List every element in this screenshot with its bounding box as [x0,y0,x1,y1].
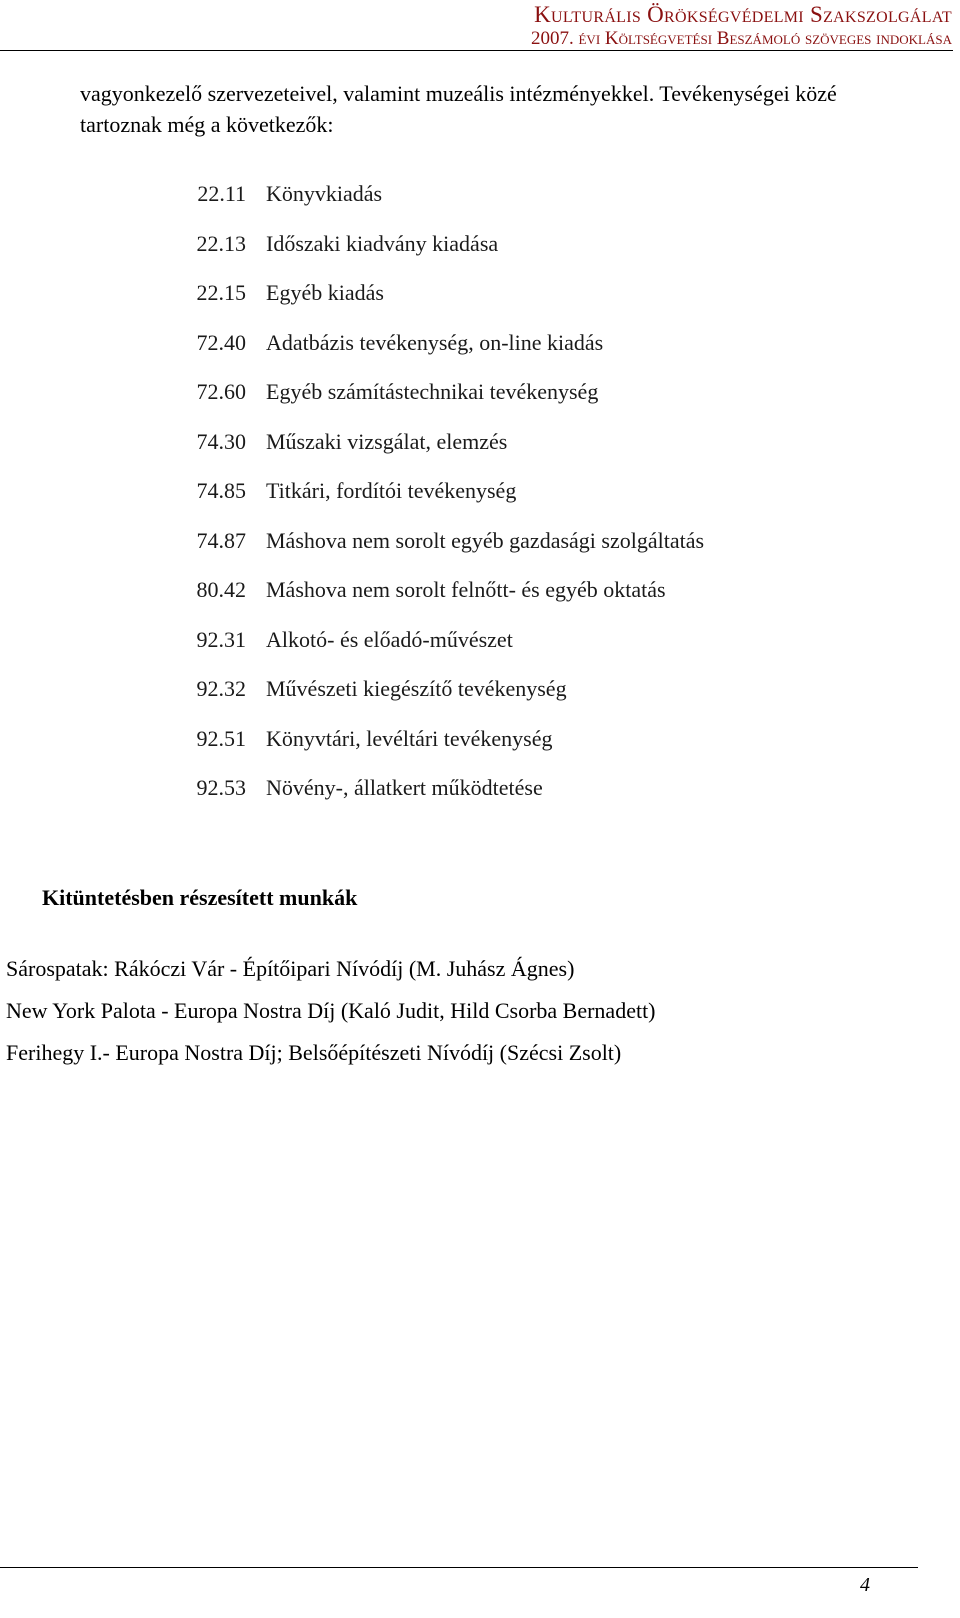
page-number: 4 [860,1574,870,1596]
award-item: New York Palota - Europa Nostra Díj (Kaló Judit, Hild Csorba Bernadett) [6,998,656,1023]
activity-item [184,329,704,379]
activity-code: 74.30 [196,428,246,454]
intro-line-2: tartoznak még a következők: [80,112,334,137]
award-item: Ferihegy I.- Europa Nostra Díj; Belsőépítészeti Nívódíj (Szécsi Zsolt) [6,1040,622,1065]
activity-label: Műszaki vizsgálat, elemzés [266,428,508,454]
activity-item [184,378,704,428]
activity-code: 92.51 [196,725,246,751]
activity-label: Egyéb számítástechnikai tevékenység [266,379,599,404]
activity-item [184,477,704,527]
activity-label: Adatbázis tevékenység, on-line kiadás [266,329,604,355]
page-header [0,0,960,50]
activity-label: Könyvtári, levéltári tevékenység [266,725,553,751]
activity-code: 22.15 [196,280,246,305]
award-item: Sárospatak: Rákóczi Vár - Építőipari Nívódíj (M. Juhász Ágnes) [6,956,575,981]
activity-item [184,180,704,230]
activity-label: Máshova nem sorolt egyéb gazdasági szolgáltatás [266,527,705,553]
activity-item [184,774,704,824]
header-divider [0,50,953,51]
activity-code: 80.42 [196,577,246,602]
activity-label: Időszaki kiadvány kiadása [266,230,499,256]
activity-code: 92.32 [196,676,246,701]
activity-label: Alkotó- és előadó-művészet [266,626,513,652]
activity-code: 92.53 [196,775,246,800]
activity-item [184,576,704,626]
activity-code: 74.87 [196,527,246,553]
awards-heading: Kitüntetésben részesített munkák [42,885,358,910]
activity-code: 22.11 [197,181,246,206]
activity-label: Művészeti kiegészítő tevékenység [266,676,567,701]
activity-label: Titkári, fordítói tevékenység [266,478,517,503]
activity-item [184,725,704,775]
intro-line-1: vagyonkezelő szervezeteivel, valamint muzeális intézményekkel. Tevékenységei közé [80,81,837,106]
header-report-title: 2007. évi Költségvetési Beszámoló szöveges indoklása [530,28,952,49]
activity-code: 74.85 [196,478,246,503]
activity-item [184,230,704,280]
activity-item [184,527,704,577]
activity-item [184,428,704,478]
activity-item [184,279,704,329]
activity-label: Egyéb kiadás [266,280,384,305]
activity-list [184,180,704,824]
header-organization-name: Kulturális Örökségvédelmi Szakszolgálat [534,2,952,27]
intro-paragraph [80,78,960,140]
activity-code: 22.13 [196,230,246,256]
awards-list [6,955,656,1081]
activity-code: 72.40 [196,329,246,355]
activity-label: Könyvkiadás [266,181,383,206]
activity-label: Növény-, állatkert működtetése [266,775,543,800]
activity-code: 92.31 [196,626,246,652]
activity-code: 72.60 [196,379,246,404]
activity-label: Máshova nem sorolt felnőtt- és egyéb oktatás [266,577,666,602]
activity-item [184,626,704,676]
activity-item [184,675,704,725]
footer-divider [0,1567,918,1568]
